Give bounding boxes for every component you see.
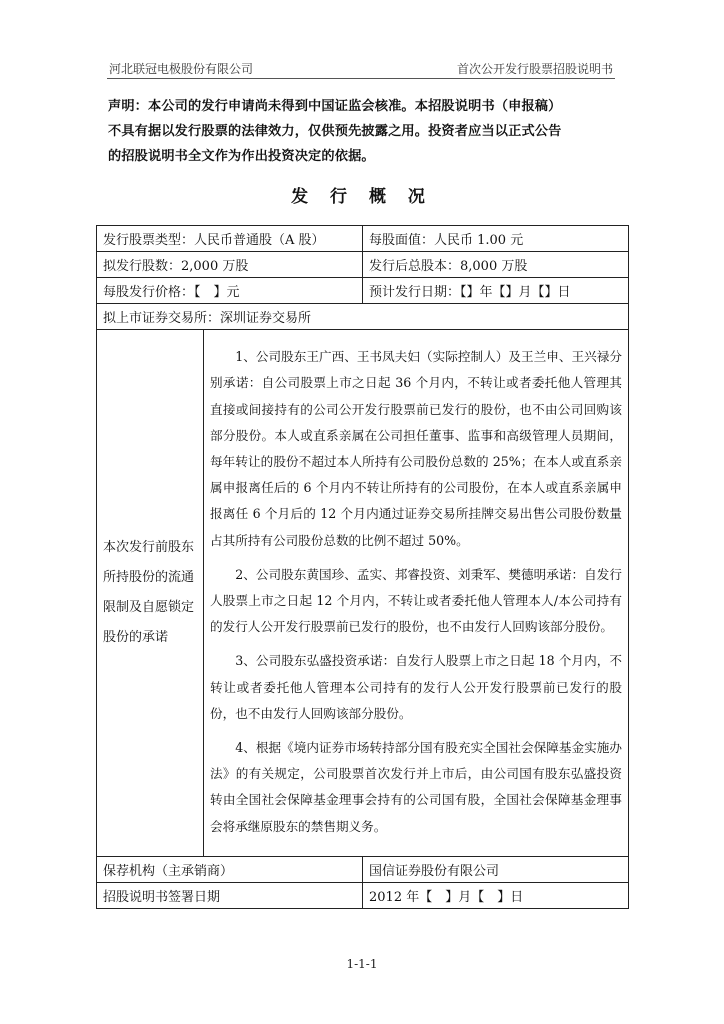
table-row — [97, 304, 629, 330]
table-row — [97, 252, 629, 278]
lockup-paragraph: 4、根据《境内证券市场转持部分国有股充实全国社会保障基金实施办法》的有关规定，公司股票首次发行并上市后，由公司国有股东弘盛投资转由全国社会保障基金理事会持有的公司国有股，全国社会保障基金理事会将承继原股东的禁售期义务。 — [210, 740, 622, 834]
table-row — [97, 857, 629, 883]
lockup-label-cell: 本次发行前股东所持股份的流通限制及自愿锁定股份的承诺 — [97, 330, 204, 857]
sign-date-label-cell: 招股说明书签署日期 — [97, 883, 363, 909]
page-header — [107, 58, 615, 79]
stock-type-cell: 发行股票类型：人民币普通股（A 股） — [97, 226, 363, 252]
lockup-paragraph: 2、公司股东黄国珍、孟实、邦睿投资、刘秉军、樊德明承诺：自发行人股票上市之日起 12 个月内，不转让或者委托他人管理本人/本公司持有的发行人公开发行股票前已发行的股份，也不由发行人回购该部分股份。 — [210, 566, 622, 635]
disclaimer — [108, 94, 622, 169]
lockup-paragraph: 3、公司股东弘盛投资承诺：自发行人股票上市之日起 18 个月内，不转让或者委托他人管理本公司持有的发行人公开发行股票前已发行的股份，也不由发行人回购该部分股份。 — [210, 653, 622, 721]
lockup-paragraph: 1、公司股东王广西、王书凤夫妇（实际控制人）及王兰申、王兴禄分别承诺：自公司股票上市之日起 36 个月内，不转让或者委托他人管理其直接或间接持有的公司公开发行股票前已发行的股份，也不由公司回购该部分股份。本人或直系亲属在公司担任董事、监事和高级管理人员期间，每年转让的股份不超过本人所持有公司股份总数的 25%；在本人或直系亲属申报离任后的 6 个月内不转让所持有的公司股份，在本人或直系亲属申报离任 6 个月后的 12 个月内通过证券交易所挂牌交易出售公司股份数量占其所持有公司股份总数的比例不超过 50%。 — [210, 349, 622, 548]
issue-price-cell: 每股发行价格：【 】元 — [97, 278, 363, 304]
header-doc-title: 首次公开发行股票招股说明书 — [456, 62, 613, 76]
table-row — [97, 278, 629, 304]
section-title: 发 行 概 况 — [291, 187, 433, 207]
total-capital-cell: 发行后总股本：8,000 万股 — [363, 252, 629, 278]
disclaimer-line: 不具有据以发行股票的法律效力，仅供预先披露之用。投资者应当以正式公告 — [108, 124, 562, 139]
issue-date-cell: 预计发行日期：【】年【】月【】日 — [363, 278, 629, 304]
sponsor-label-cell: 保荐机构（主承销商） — [97, 857, 363, 883]
disclaimer-line: 声明：本公司的发行申请尚未得到中国证监会核准。本招股说明书（申报稿） — [108, 99, 562, 114]
sign-date-value-cell: 2012 年【 】月【 】日 — [363, 883, 629, 909]
header-company: 河北联冠电极股份有限公司 — [109, 62, 254, 76]
table-row — [97, 226, 629, 252]
sponsor-value-cell: 国信证券股份有限公司 — [363, 857, 629, 883]
table-row — [97, 883, 629, 909]
exchange-cell: 拟上市证券交易所：深圳证券交易所 — [97, 304, 629, 330]
offering-overview-table — [96, 225, 629, 909]
disclaimer-line: 的招股说明书全文作为作出投资决定的依据。 — [108, 149, 375, 164]
issue-shares-cell: 拟发行股数：2,000 万股 — [97, 252, 363, 278]
par-value-cell: 每股面值：人民币 1.00 元 — [363, 226, 629, 252]
lockup-commitment-cell — [204, 330, 629, 857]
table-row — [97, 330, 629, 857]
page-number: 1-1-1 — [346, 957, 378, 971]
